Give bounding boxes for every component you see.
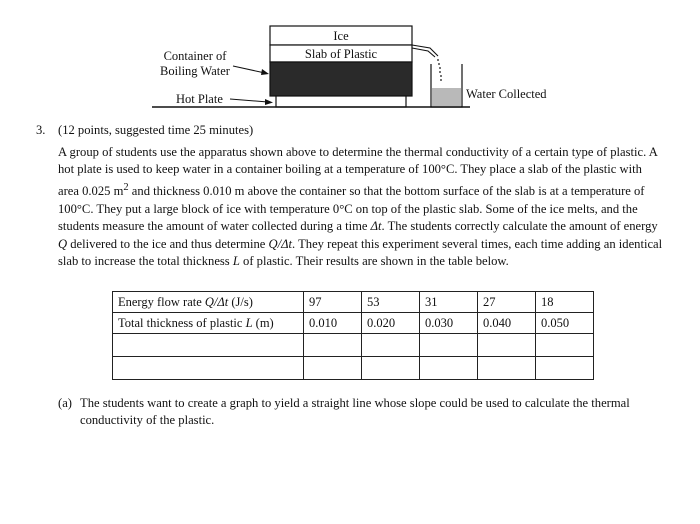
- table-row-blank: [113, 357, 594, 380]
- body-text-2: and thickness 0.010 m above the container so that the bottom surface of the slab is at a temperature of 100°C. They put a large block of ice with temperature 0°C on top of the plastic slab. Some of the ice melts, and the students measure the amount of water collected during a time: [58, 183, 645, 234]
- blank-cell[interactable]: [420, 357, 478, 380]
- table-cell: 0.030: [420, 313, 478, 334]
- header-text: Total thickness of plastic: [118, 315, 246, 330]
- blank-cell[interactable]: [113, 334, 304, 357]
- delta-t: Δt: [370, 219, 382, 234]
- blank-cell[interactable]: [420, 334, 478, 357]
- blank-cell[interactable]: [478, 334, 536, 357]
- table-cell: 0.040: [478, 313, 536, 334]
- water-collected-label: Water Collected: [466, 87, 547, 101]
- header-unit: (J/s): [228, 294, 253, 309]
- container-arrow: [233, 66, 265, 73]
- energy-flow-header: [113, 292, 304, 313]
- hot-plate-label: Hot Plate: [176, 92, 223, 106]
- table-cell: 97: [304, 292, 362, 313]
- header-math: L: [245, 315, 253, 330]
- table-cell: 53: [362, 292, 420, 313]
- hot-plate-arrow: [230, 99, 268, 102]
- table-row: [113, 313, 594, 334]
- header-unit: (m): [252, 315, 274, 330]
- thickness-l: L: [232, 254, 240, 269]
- blank-cell[interactable]: [362, 334, 420, 357]
- table-row: [113, 292, 594, 313]
- thickness-header: [113, 313, 304, 334]
- blank-cell[interactable]: [304, 334, 362, 357]
- blank-cell[interactable]: [362, 357, 420, 380]
- container-label-line2: Boiling Water: [160, 64, 230, 78]
- area-exponent: 2: [123, 181, 129, 193]
- body-text-6: of plastic. Their results are shown in the table below.: [239, 254, 509, 269]
- part-a-text: The students want to create a graph to yield a straight line whose slope could be used to calculate the thermal conductivity of the plastic.: [80, 396, 630, 427]
- body-text-3: . The students correctly calculate the amount of energy: [381, 219, 658, 234]
- container-label-line1: Container of: [163, 49, 227, 63]
- part-a-label: (a): [58, 396, 72, 410]
- body-text-5: . They repeat this experiment several times, each time adding an identical slab to increase the total thickness: [58, 236, 663, 269]
- table-cell: 27: [478, 292, 536, 313]
- table-cell: 0.020: [362, 313, 420, 334]
- table-cell: 31: [420, 292, 478, 313]
- question-body: [58, 144, 666, 271]
- q-over-dt: Q/Δt: [268, 236, 293, 251]
- results-table: [112, 291, 594, 380]
- question-number: 3.: [36, 123, 46, 137]
- blank-cell[interactable]: [536, 357, 594, 380]
- question-heading: [36, 122, 666, 140]
- header-math: Q/Δt: [204, 294, 229, 309]
- energy-q: Q: [58, 236, 68, 251]
- body-text-4: delivered to the ice and thus determine: [67, 236, 269, 251]
- table-cell: 18: [536, 292, 594, 313]
- part-a: [58, 395, 658, 429]
- blank-cell[interactable]: [478, 357, 536, 380]
- blank-cell[interactable]: [304, 357, 362, 380]
- hot-plate: [276, 96, 406, 107]
- boiling-water-container: [270, 62, 412, 96]
- table-cell: 0.050: [536, 313, 594, 334]
- body-text-1: A group of students use the apparatus shown above to determine the thermal conductivity of a certain type of plastic. A hot plate is used to keep water in a container boiling at a temperature of 100°C. They place a slab of the plastic with area 0.025 m: [58, 144, 658, 198]
- ice-label: Ice: [333, 29, 349, 43]
- blank-cell[interactable]: [536, 334, 594, 357]
- water-drips: [437, 59, 442, 81]
- question-points: (12 points, suggested time 25 minutes): [58, 123, 254, 137]
- question-3: [36, 122, 666, 271]
- blank-cell[interactable]: [113, 357, 304, 380]
- header-text: Energy flow rate: [118, 294, 205, 309]
- apparatus-diagram: [0, 0, 700, 125]
- collected-water: [432, 88, 461, 106]
- slab-label: Slab of Plastic: [304, 47, 378, 61]
- table-cell: 0.010: [304, 313, 362, 334]
- table-row-blank: [113, 334, 594, 357]
